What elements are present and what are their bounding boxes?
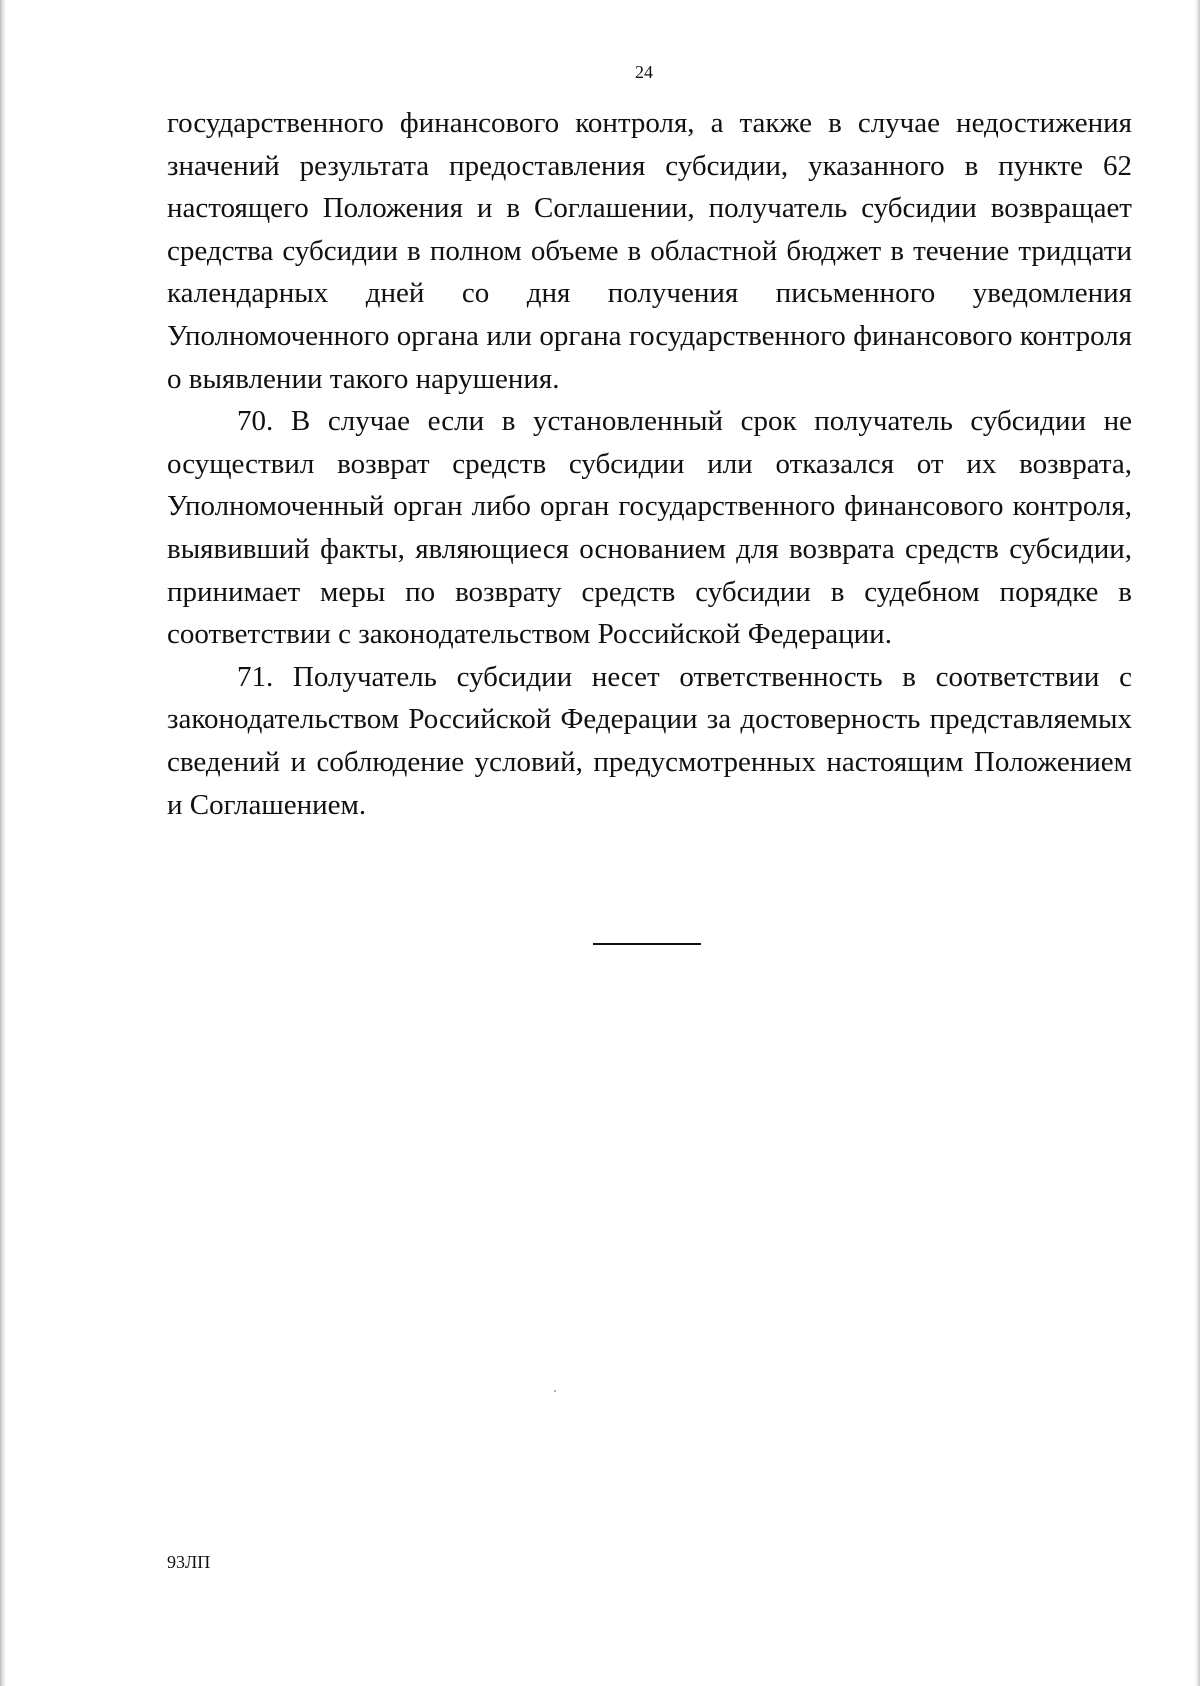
page-number: 24 bbox=[635, 62, 653, 82]
scan-speck bbox=[554, 1390, 556, 1392]
document-body bbox=[167, 102, 1132, 826]
paragraph-70: 70. В случае если в установленный срок получатель субсидии не осуществил возврат средств субсидии или отказался от их возврата, Уполномоченный орган либо орган государственного финансового контроля, выявивший факты, являющиеся основанием для возврата средств субсидии, принимает меры по возврату средств субсидии в судебном порядке в соответствии с законодательством Российской Федерации. bbox=[167, 405, 1132, 651]
document-code: 93ЛП bbox=[167, 1552, 211, 1572]
scan-edge-left bbox=[0, 0, 6, 1686]
end-of-text-rule bbox=[593, 943, 701, 945]
paragraph-71: 71. Получатель субсидии несет ответственность в соответствии с законодательством Российской Федерации за достоверность представляемых сведений и соблюдение условий, предусмотренных настоящим Положением и Соглашением. bbox=[167, 660, 1132, 821]
paragraph-continuation: государственного финансового контроля, а также в случае недостижения значений результата предоставления субсидии, указанного в пункте 62 настоящего Положения и в Соглашении, получатель субсидии возвращает средства субсидии в полном объеме в областной бюджет в течение тридцати календарных дней со дня получения письменного уведомления Уполномоченного органа или органа государственного финансового контроля о выявлении такого нарушения. bbox=[167, 107, 1132, 395]
scan-edge-right bbox=[1195, 0, 1200, 1686]
